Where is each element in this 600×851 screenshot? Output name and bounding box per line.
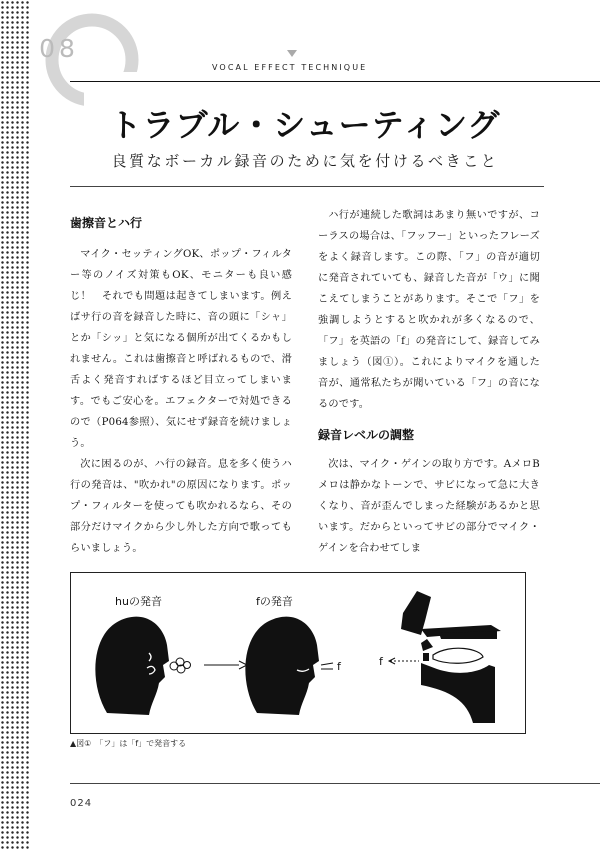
body-paragraph: 次に困るのが、ハ行の録音。息を多く使うハ行の発音は、"吹かれ"の原因になります。ポップ・フィルターを使っても吹かれるなら、その部分だけマイクから少し外した方向で歌ってもらいましょう。 bbox=[70, 459, 292, 554]
arrow-right-icon bbox=[204, 661, 247, 669]
body-paragraph: マイク・セッティングOK、ポップ・フィルター等のノイズ対策もOK、モニターも良い感じ！ それでも問題は起きてしまいます。例えばサ行の音を録音した時に、音の頭に「シャ」とか「シッ」と気になる個所が出てくるかもしれません。これは歯擦音と呼ばれるもので、滑舌よく発音すればするほど目立ってしまいます。でもご安心を。エフェクターで対処できるので（P064参照）、気にせず録音を続けましょう。 bbox=[70, 249, 292, 449]
chapter-number: 08 bbox=[39, 34, 79, 63]
pronunciation-illustration bbox=[71, 573, 525, 733]
sound-label-f: f bbox=[337, 660, 341, 673]
page-subtitle: 良質なボーカル録音のために気を付けるべきこと bbox=[111, 152, 499, 170]
breath-puff-icon bbox=[170, 658, 191, 673]
header-rule bbox=[70, 81, 600, 82]
label-hu: huの発音 bbox=[115, 595, 162, 608]
label-f: fの発音 bbox=[256, 595, 293, 608]
left-column bbox=[70, 205, 292, 559]
section-heading: 録音レベルの調整 bbox=[318, 428, 415, 442]
body-paragraph: 次は、マイク・ゲインの取り方です。AメロBメロは静かなトーンで、サビになって急に大きくなり、音が歪んでしまった経験があるかと思います。だからといってサビの部分でマイク・ゲインを合わせてしま bbox=[318, 459, 540, 554]
head-silhouette-icon bbox=[95, 617, 169, 715]
head-silhouette-icon bbox=[245, 617, 319, 715]
figure-caption: ▲図① 「フ」は「f」で発音する bbox=[70, 739, 187, 748]
header-marker-icon bbox=[287, 50, 297, 57]
page-number: 024 bbox=[70, 798, 93, 809]
right-column bbox=[318, 205, 540, 559]
footer-rule bbox=[70, 783, 600, 784]
body-paragraph: ハ行が連続した歌詞はあまり無いですが、コーラスの場合は、「フッフー」といったフレーズをよく録音します。この際、「フ」の音が適切に発音されていても、録音した音が「ウ」に聞こえてしまうことがあります。そこで「フ」を強調しようとすると吹かれが多くなるので、「フ」を英語の「f」の発音にして、録音してみましょう（図①）。これによりマイクを通した音が、通常私たちが聞いている「フ」の音になるのです。 bbox=[318, 210, 540, 410]
section-heading: 歯擦音とハ行 bbox=[70, 216, 143, 230]
dotted-margin-band bbox=[0, 0, 30, 851]
sound-label-f: f bbox=[379, 655, 383, 668]
subtitle-rule bbox=[70, 186, 544, 187]
mouth-cross-section-icon bbox=[401, 591, 501, 723]
figure-box bbox=[70, 572, 526, 734]
sound-wave-icon bbox=[321, 663, 333, 669]
airflow-arrow-icon bbox=[389, 658, 419, 664]
page-title: トラブル・シューティング bbox=[109, 106, 501, 144]
section-label: VOCAL EFFECT TECHNIQUE bbox=[212, 63, 368, 72]
